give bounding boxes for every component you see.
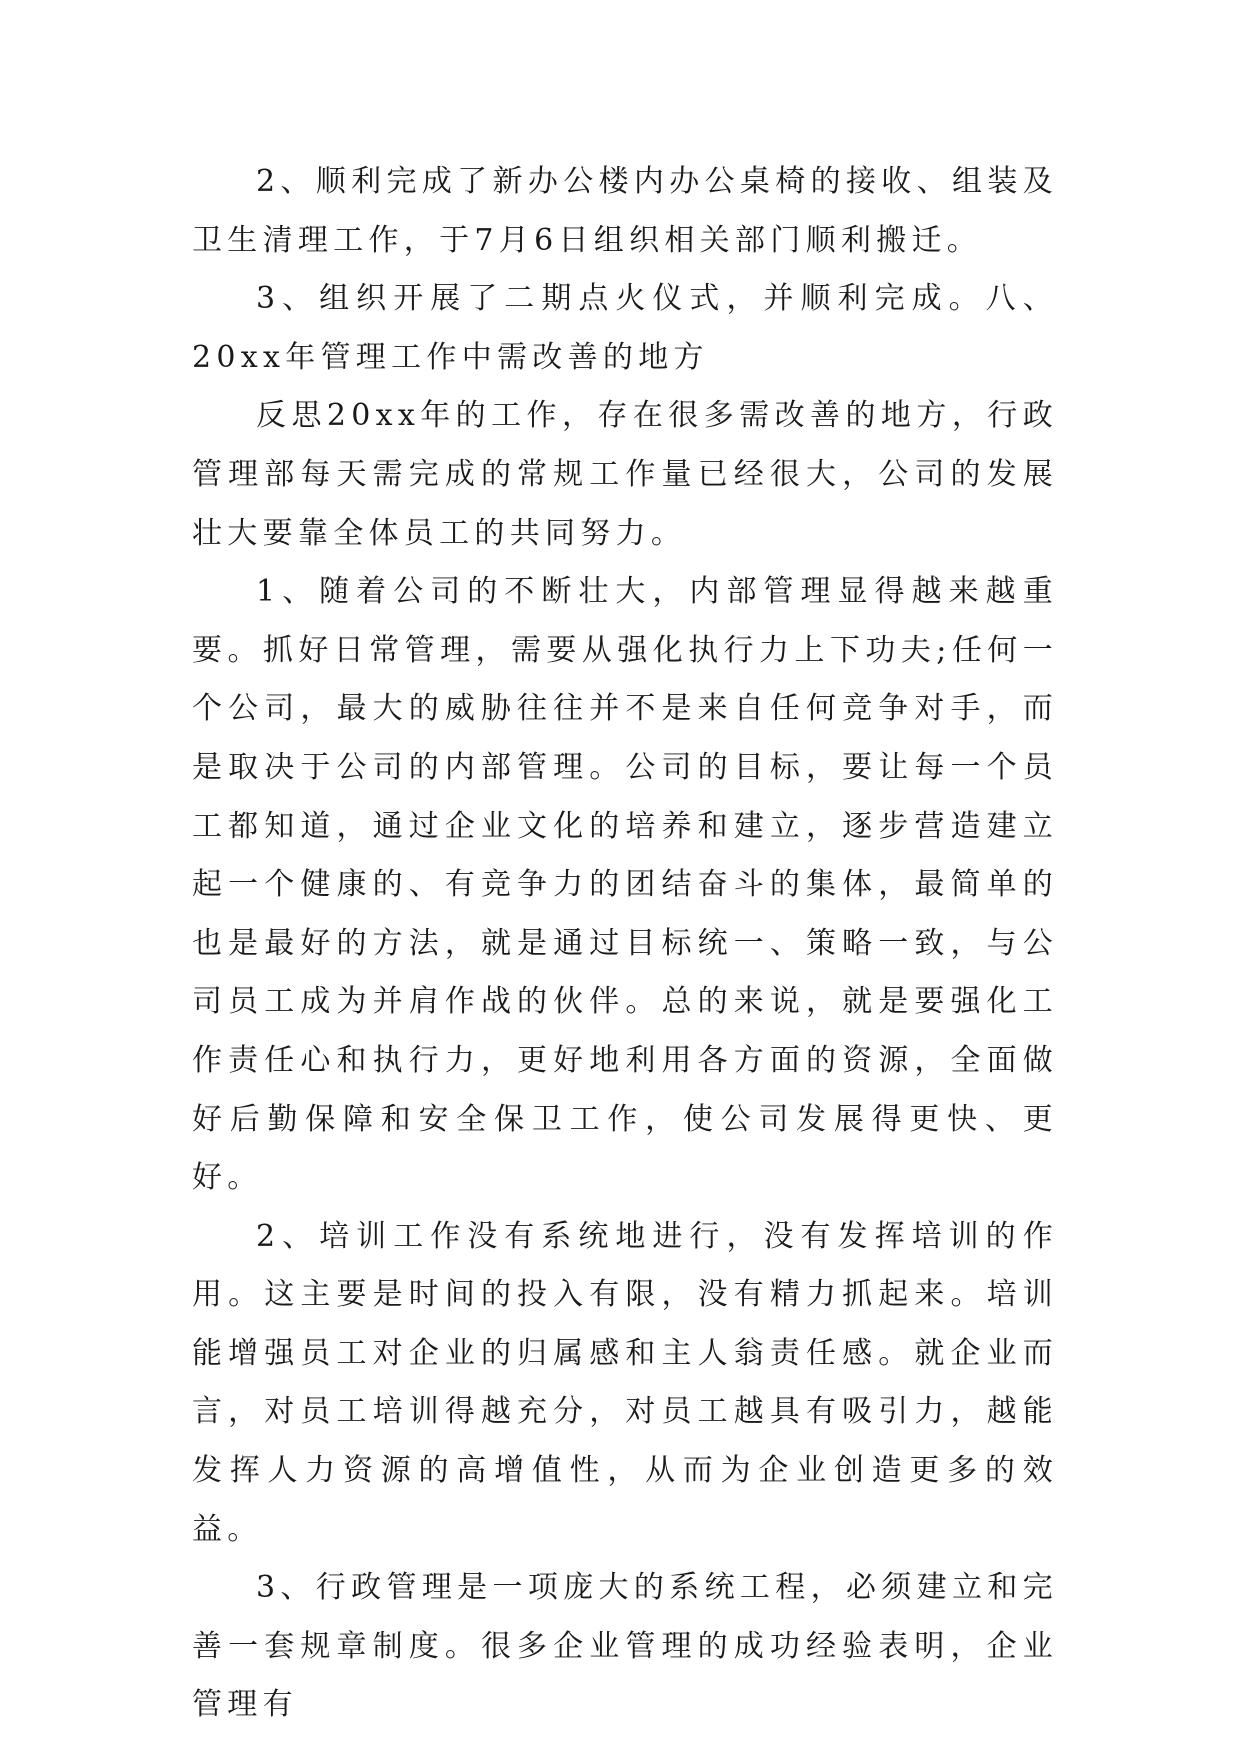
paragraph-internal-management: 1、随着公司的不断壮大，内部管理显得越来越重要。抓好日常管理，需要从强化执行力上下功夫;任何一个公司，最大的威胁往往并不是来自任何竞争对手，而是取决于公司的内部管理。公司的目标，要让每一个员工都知道，通过企业文化的培养和建立，逐步营造建立起一个健康的、有竞争力的团结奋斗的集体，最简单的也是最好的方法，就是通过目标统一、策略一致，与公司员工成为并肩作战的伙伴。总的来说，就是要强化工作责任心和执行力，更好地利用各方面的资源，全面做好后勤保障和安全保卫工作，使公司发展得更快、更好。: [192, 574, 1058, 1196]
paragraph-office-relocation: 2、顺利完成了新办公楼内办公桌椅的接收、组装及卫生清理工作，于7月6日组织相关部门顺利搬迁。: [192, 164, 1058, 258]
paragraph-training: 2、培训工作没有系统地进行，没有发挥培训的作用。这主要是时间的投入有限，没有精力抓起来。培训能增强员工对企业的归属感和主人翁责任感。就企业而言，对员工培训得越充分，对员工越具有吸引力，越能发挥人力资源的高增值性，从而为企业创造更多的效益。: [192, 1218, 1058, 1547]
paragraph-ignition-ceremony: 3、组织开展了二期点火仪式，并顺利完成。八、20xx年管理工作中需改善的地方: [192, 281, 1058, 375]
document-body: [192, 153, 1058, 1735]
paragraph-regulations: 3、行政管理是一项庞大的系统工程，必须建立和完善一套规章制度。很多企业管理的成功经验表明，企业管理有: [192, 1570, 1058, 1723]
paragraph-reflection: 反思20xx年的工作，存在很多需改善的地方，行政管理部每天需完成的常规工作量已经很大，公司的发展壮大要靠全体员工的共同努力。: [192, 398, 1058, 551]
